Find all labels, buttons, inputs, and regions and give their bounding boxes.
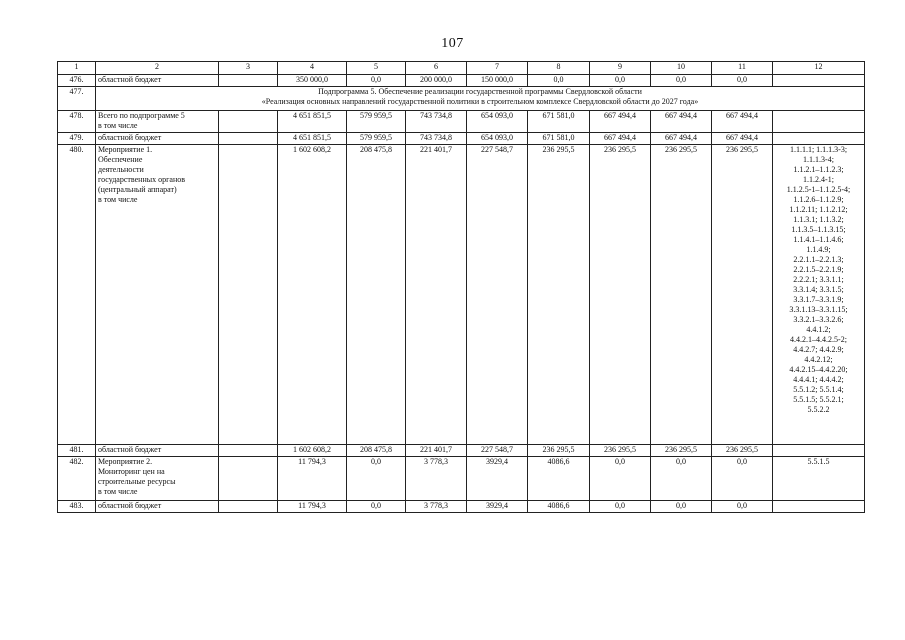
cell-value: 3 778,3 [406, 457, 467, 501]
target-code-line: 1.1.2.4-1; [803, 175, 834, 184]
cell-value: 4086,6 [528, 501, 590, 513]
empty-cell [219, 133, 278, 145]
row-name-line: в том числе [98, 121, 138, 130]
cell-value: 11 794,3 [278, 457, 347, 501]
cell-value: 236 295,5 [590, 445, 651, 457]
cell-value: 667 494,4 [712, 133, 773, 145]
cell-value: 671 581,0 [528, 133, 590, 145]
target-code-line: 1.1.1.3-4; [803, 155, 834, 164]
target-code-line: 3.3.1.7–3.3.1.9; [793, 295, 844, 304]
column-header: 3 [219, 62, 278, 75]
row-name-line: (центральный аппарат) [98, 185, 177, 194]
column-header: 2 [96, 62, 219, 75]
cell-value: 667 494,4 [651, 133, 712, 145]
cell-value: 200 000,0 [406, 75, 467, 87]
row-number: 480. [58, 145, 96, 445]
row-name-line: деятельности [98, 165, 144, 174]
cell-value: 667 494,4 [651, 111, 712, 133]
table-header-row [58, 62, 865, 75]
target-code-line: 1.1.2.1–1.1.2.3; [793, 165, 844, 174]
cell-value: 236 295,5 [651, 445, 712, 457]
empty-cell [773, 133, 865, 145]
target-code-line: 3.3.1.4; 3.3.1.5; [793, 285, 844, 294]
cell-value: 0,0 [651, 457, 712, 501]
row-number: 483. [58, 501, 96, 513]
column-header: 11 [712, 62, 773, 75]
row-number: 477. [58, 87, 96, 111]
cell-value: 743 734,8 [406, 111, 467, 133]
cell-value: 4 651 851,5 [278, 111, 347, 133]
column-header: 8 [528, 62, 590, 75]
cell-value: 1 602 608,2 [278, 145, 347, 445]
target-code-line: 5.5.1.5; 5.5.2.1; [793, 395, 844, 404]
empty-cell [219, 501, 278, 513]
cell-value: 0,0 [651, 75, 712, 87]
target-code-line: 2.2.1.1–2.2.1.3; [793, 255, 844, 264]
table-row [58, 111, 865, 133]
table-row [58, 75, 865, 87]
table-row [58, 445, 865, 457]
cell-value: 221 401,7 [406, 445, 467, 457]
empty-cell [773, 445, 865, 457]
target-code-line: 3.3.1.13–3.3.1.15; [789, 305, 848, 314]
subprogram-title-line: Подпрограмма 5. Обеспечение реализации государственной программы Свердловской области [318, 87, 642, 96]
row-name-line: Мероприятие 1. [98, 145, 153, 154]
row-name-line: в том числе [98, 195, 138, 204]
target-codes-cell: 5.5.1.5 [773, 457, 865, 501]
cell-value: 579 959,5 [347, 111, 406, 133]
column-header: 10 [651, 62, 712, 75]
cell-value: 208 475,8 [347, 145, 406, 445]
cell-value: 236 295,5 [712, 145, 773, 445]
cell-value: 0,0 [712, 501, 773, 513]
target-code-line: 1.1.2.11; 1.1.2.12; [789, 205, 848, 214]
target-code-line: 5.5.1.2; 5.5.1.4; [793, 385, 844, 394]
row-name-line: Мероприятие 2. [98, 457, 153, 466]
cell-value: 3929,4 [467, 457, 528, 501]
target-code-line: 3.3.2.1–3.3.2.6; [793, 315, 844, 324]
row-number: 481. [58, 445, 96, 457]
row-number: 478. [58, 111, 96, 133]
target-code-line: 2.2.2.1; 3.3.1.1; [793, 275, 844, 284]
subprogram-title-line: «Реализация основных направлений государственной политики в строительном комплексе Свердловской области до 2027 года» [261, 97, 699, 106]
cell-value: 0,0 [590, 457, 651, 501]
cell-value: 236 295,5 [590, 145, 651, 445]
column-header: 12 [773, 62, 865, 75]
subprogram-title [96, 87, 865, 111]
empty-cell [773, 75, 865, 87]
column-header: 6 [406, 62, 467, 75]
row-name-line: строительные ресурсы [98, 477, 176, 486]
target-code-line: 4.4.2.1–4.4.2.5-2; [790, 335, 847, 344]
row-name [96, 457, 219, 501]
row-name: областной бюджет [96, 501, 219, 513]
row-name-line: в том числе [98, 487, 138, 496]
cell-value: 0,0 [528, 75, 590, 87]
target-code-line: 4.4.2.7; 4.4.2.9; [793, 345, 844, 354]
cell-value: 11 794,3 [278, 501, 347, 513]
row-number: 479. [58, 133, 96, 145]
target-code-line: 2.2.1.5–2.2.1.9; [793, 265, 844, 274]
cell-value: 1 602 608,2 [278, 445, 347, 457]
target-code-line: 5.5.2.2 [807, 405, 830, 414]
cell-value: 654 093,0 [467, 133, 528, 145]
cell-value: 4 651 851,5 [278, 133, 347, 145]
column-header: 4 [278, 62, 347, 75]
column-header: 9 [590, 62, 651, 75]
cell-value: 227 548,7 [467, 445, 528, 457]
row-name-line: Всего по подпрограмме 5 [98, 111, 185, 120]
cell-value: 236 295,5 [712, 445, 773, 457]
cell-value: 0,0 [712, 75, 773, 87]
target-code-line: 1.1.3.1; 1.1.3.2; [793, 215, 844, 224]
target-code-line: 1.1.1.1; 1.1.1.3-3; [789, 145, 848, 154]
empty-cell [219, 445, 278, 457]
target-code-line: 1.1.4.1–1.1.4.6; [793, 235, 844, 244]
cell-value: 350 000,0 [278, 75, 347, 87]
table-row [58, 87, 865, 111]
cell-value: 3929,4 [467, 501, 528, 513]
cell-value: 579 959,5 [347, 133, 406, 145]
column-header: 1 [58, 62, 96, 75]
table-row [58, 457, 865, 501]
cell-value: 4086,6 [528, 457, 590, 501]
cell-value: 208 475,8 [347, 445, 406, 457]
target-code-line: 1.1.2.6–1.1.2.9; [793, 195, 844, 204]
cell-value: 667 494,4 [590, 111, 651, 133]
cell-value: 667 494,4 [712, 111, 773, 133]
table-row [58, 501, 865, 513]
target-code-line: 4.4.1.2; [806, 325, 831, 334]
target-code-line: 1.1.3.5–1.1.3.15; [791, 225, 846, 234]
cell-value: 236 295,5 [528, 445, 590, 457]
cell-value: 0,0 [347, 501, 406, 513]
target-code-line: 1.1.4.9; [806, 245, 831, 254]
row-number: 482. [58, 457, 96, 501]
row-name [96, 111, 219, 133]
row-name: областной бюджет [96, 75, 219, 87]
target-code-line: 4.4.2.12; [804, 355, 833, 364]
column-header: 5 [347, 62, 406, 75]
cell-value: 0,0 [347, 75, 406, 87]
target-code-line: 4.4.4.1; 4.4.4.2; [793, 375, 844, 384]
cell-value: 667 494,4 [590, 133, 651, 145]
row-name-line: Мониторинг цен на [98, 467, 165, 476]
column-header: 7 [467, 62, 528, 75]
empty-cell [219, 111, 278, 133]
empty-cell [219, 75, 278, 87]
target-code-line: 4.4.2.15–4.4.2.20; [789, 365, 848, 374]
cell-value: 0,0 [590, 501, 651, 513]
cell-value: 654 093,0 [467, 111, 528, 133]
empty-cell [773, 111, 865, 133]
cell-value: 227 548,7 [467, 145, 528, 445]
cell-value: 743 734,8 [406, 133, 467, 145]
cell-value: 236 295,5 [528, 145, 590, 445]
row-name: областной бюджет [96, 445, 219, 457]
empty-cell [773, 501, 865, 513]
cell-value: 0,0 [347, 457, 406, 501]
row-name [96, 145, 219, 445]
target-code-line: 1.1.2.5-1–1.1.2.5-4; [786, 185, 851, 194]
cell-value: 236 295,5 [651, 145, 712, 445]
row-name-line: Обеспечение [98, 155, 143, 164]
budget-table [57, 61, 865, 513]
row-number: 476. [58, 75, 96, 87]
target-codes-cell [773, 145, 865, 445]
cell-value: 671 581,0 [528, 111, 590, 133]
empty-cell [219, 457, 278, 501]
cell-value: 221 401,7 [406, 145, 467, 445]
cell-value: 0,0 [712, 457, 773, 501]
cell-value: 150 000,0 [467, 75, 528, 87]
table-row [58, 145, 865, 445]
cell-value: 0,0 [651, 501, 712, 513]
row-name: областной бюджет [96, 133, 219, 145]
table-row [58, 133, 865, 145]
row-name-line: государственных органов [98, 175, 185, 184]
cell-value: 0,0 [590, 75, 651, 87]
empty-cell [219, 145, 278, 445]
cell-value: 3 778,3 [406, 501, 467, 513]
page-number: 107 [441, 36, 464, 51]
